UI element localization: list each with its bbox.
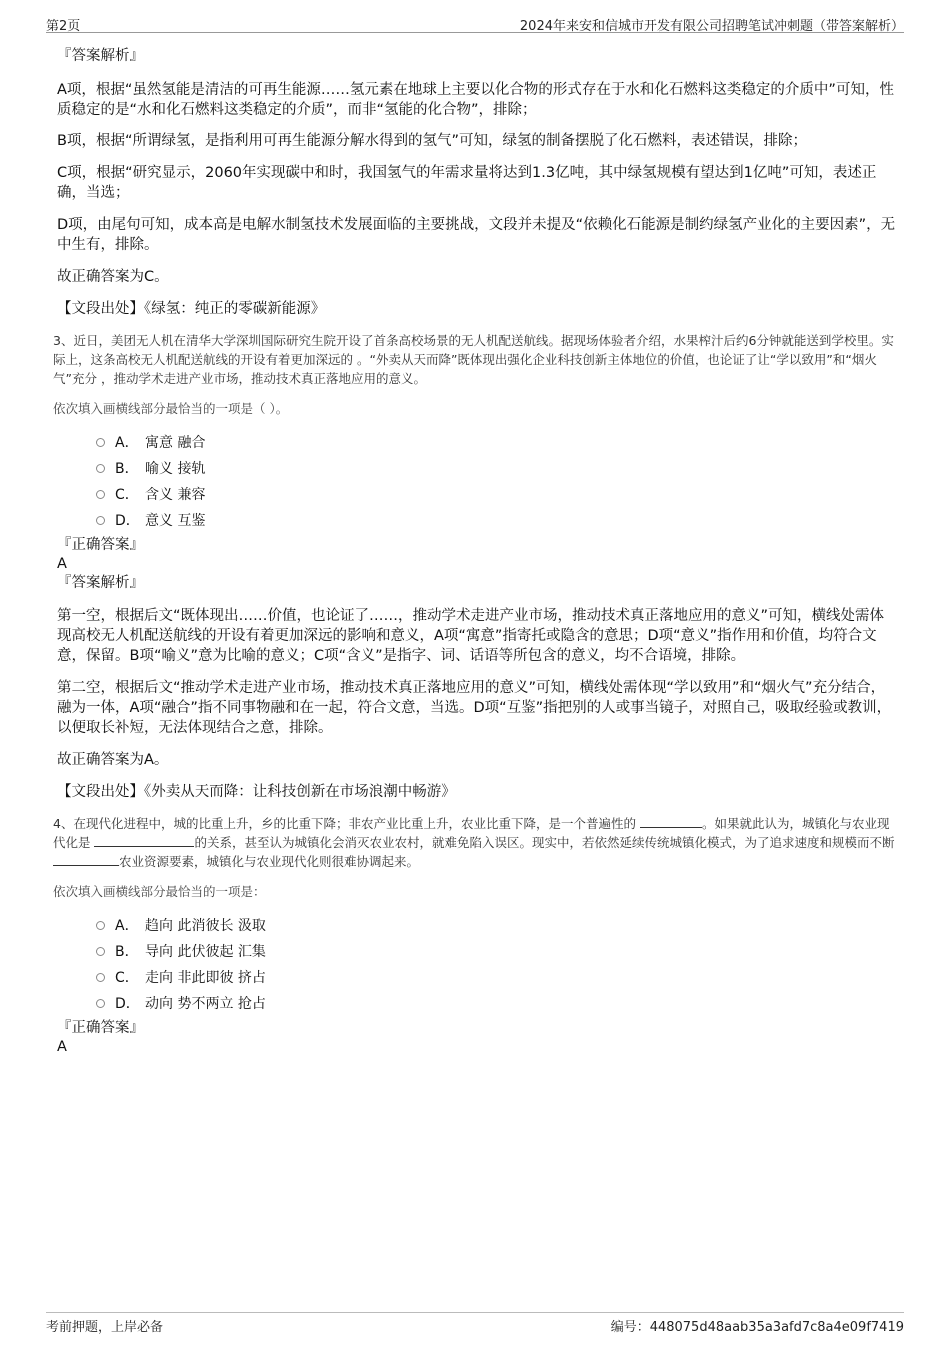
radio-icon[interactable] — [96, 438, 105, 447]
q3-instruction: 依次填入画横线部分最恰当的一项是（ ）。 — [53, 401, 289, 416]
q2-analysis-b: B项，根据“所谓绿氢，是指利用可再生能源分解水得到的氢气”可知，绿氢的制备摆脱了化石燃料，表述错误，排除； — [57, 133, 807, 149]
q3-option-d[interactable]: D． 意义 互鉴 — [57, 508, 897, 534]
radio-icon[interactable] — [96, 973, 105, 982]
q2-conclusion: 故正确答案为C。 — [57, 269, 169, 285]
radio-icon[interactable] — [96, 490, 105, 499]
q3-analysis-2: 第二空，根据后文“推动学术走进产业市场，推动技术真正落地应用的意义”可知，横线处需体现“学以致用”和“烟火气”充分结合，融为一体，A项“融合”指不同事物融和在一起，符合文意，当选。D项“互鉴”指把别的人或事当镜子，对照自己，吸取经验或教训，以便取长补短，无法体现结合之意，排除。 — [57, 680, 892, 736]
q4-correct-answer: A — [57, 1039, 67, 1055]
page-header — [46, 12, 904, 33]
q3-source: 【文段出处】《外卖从天而降：让科技创新在市场浪潮中畅游》 — [57, 784, 456, 800]
q3-option-a[interactable]: A． 寓意 融合 — [57, 430, 897, 456]
radio-icon[interactable] — [96, 947, 105, 956]
q3-option-c[interactable]: C． 含义 兼容 — [57, 482, 897, 508]
blank-line — [94, 834, 194, 847]
q4-options — [57, 913, 897, 1017]
page-number: 第2页 — [46, 19, 81, 34]
blank-line — [640, 815, 702, 828]
radio-icon[interactable] — [96, 464, 105, 473]
page-content — [53, 46, 897, 1057]
q3-analysis-1: 第一空，根据后文“既体现出……价值，也论证了……，推动学术走进产业市场，推动技术真正落地应用的意义”可知，横线处需体现高校无人机配送航线的开设有着更加深远的影响和意义，A项“寓意”指寄托或隐含的意思；D项“意义”指作用和价值，均符合文意，保留。B项“喻义”意为比喻的意义；C项“含义”是指字、词、话语等所包含的意义，均不合语境，排除。 — [57, 608, 885, 664]
radio-icon[interactable] — [96, 921, 105, 930]
document-title: 2024年来安和信城市开发有限公司招聘笔试冲刺题（带答案解析） — [519, 19, 904, 34]
q4-option-c[interactable]: C． 走向 非此即彼 挤占 — [57, 965, 897, 991]
q2-source: 【文段出处】《绿氢：纯正的零碳新能源》 — [57, 301, 326, 317]
q3-conclusion: 故正确答案为A。 — [57, 752, 169, 768]
document-id: 编号：448075d48aab35a3afd7c8a4e09f7419 — [610, 1320, 904, 1335]
q3-stem: 3、近日，美团无人机在清华大学深圳国际研究生院开设了首条高校场景的无人机配送航线。据现场体验者介绍，水果榨汁后约6分钟就能送到学校里。实际上，这条高校无人机配送航线的开设有着更加深远的 。“外卖从天而降”既体现出强化企业科技创新主体地位的价值，也论证了让“学以致用”和“烟火气”充分 ，推动学术走进产业市场，推动技术真正落地应用的意义。 — [53, 333, 894, 386]
q4-instruction: 依次填入画横线部分最恰当的一项是： — [53, 884, 266, 899]
q4-correct-label: 『正确答案』 — [57, 1020, 144, 1036]
page-footer — [46, 1312, 904, 1337]
radio-icon[interactable] — [96, 516, 105, 525]
q3-correct-label: 『正确答案』 — [57, 537, 144, 553]
q3-correct-answer: A — [57, 556, 67, 572]
q2-analysis-c: C项，根据“研究显示，2060年实现碳中和时，我国氢气的年需求量将达到1.3亿吨，其中绿氢规模有望达到1亿吨”可知，表述正确，当选； — [57, 165, 877, 201]
q3-options — [57, 430, 897, 534]
q3-analysis-label: 『答案解析』 — [57, 575, 144, 591]
radio-icon[interactable] — [96, 999, 105, 1008]
q4-option-a[interactable]: A． 趋向 此消彼长 汲取 — [57, 913, 897, 939]
q4-option-d[interactable]: D． 动向 势不两立 抢占 — [57, 991, 897, 1017]
footer-slogan: 考前押题，上岸必备 — [46, 1320, 164, 1335]
blank-line — [53, 853, 119, 866]
q4-stem: 4、在现代化进程中，城的比重上升，乡的比重下降；非农产业比重上升，农业比重下降，是一个普遍性的 。如果就此认为，城镇化与农业现代化是 的关系，甚至认为城镇化会消灭农业农村，就难免陷入误区。现实中，若依然延续传统城镇化模式，为了追求速度和规模而不断 农业资源要素，城镇化与农业现代化则很难协调起来。 — [53, 816, 895, 869]
q3-option-b[interactable]: B． 喻义 接轨 — [57, 456, 897, 482]
q4-option-b[interactable]: B． 导向 此伏彼起 汇集 — [57, 939, 897, 965]
q2-analysis-a: A项，根据“虽然氢能是清洁的可再生能源……氢元素在地球上主要以化合物的形式存在于水和化石燃料这类稳定的介质中”可知，性质稳定的是“水和化石燃料这类稳定的介质”，而非“氢能的化合物”，排除； — [57, 82, 894, 118]
q2-analysis-label: 『答案解析』 — [57, 48, 144, 64]
q2-analysis-d: D项，由尾句可知，成本高是电解水制氢技术发展面临的主要挑战，文段并未提及“依赖化石能源是制约绿氢产业化的主要因素”，无中生有，排除。 — [57, 217, 896, 253]
